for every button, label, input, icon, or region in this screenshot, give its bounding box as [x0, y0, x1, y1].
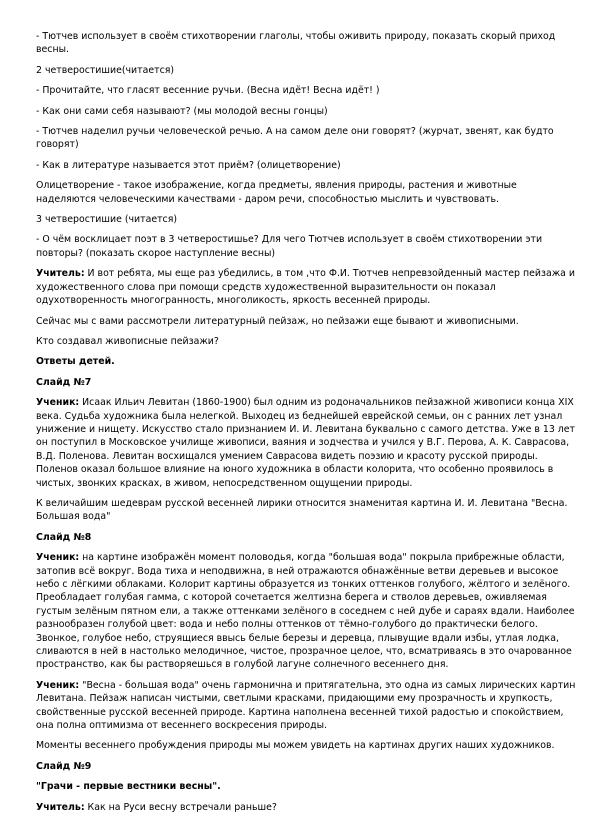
- paragraph-text: - Как они сами себя называют? (мы молодой весны гонцы): [36, 105, 328, 117]
- paragraph-label: Учитель:: [36, 801, 85, 813]
- paragraph-text: Как на Руси весну встречали раньше?: [84, 801, 277, 813]
- paragraph-label: Ответы детей.: [36, 356, 115, 368]
- paragraph: [36, 315, 576, 328]
- paragraph-label: Ученик:: [36, 552, 80, 564]
- paragraph-label: Слайд №8: [36, 531, 92, 543]
- paragraph: [36, 679, 576, 733]
- paragraph: [36, 335, 576, 348]
- paragraph-text: Кто создавал живописные пейзажи?: [36, 335, 219, 347]
- paragraph: [36, 213, 576, 226]
- paragraph: [36, 105, 576, 118]
- paragraph-text: - Тютчев использует в своём стихотворении глаголы, чтобы оживить природу, показать скорый приход весны.: [36, 31, 556, 56]
- paragraph: [36, 267, 576, 307]
- paragraph-text: К величайшим шедеврам русской весенней лирики относится знаменитая картина И. И. Левитана "Весна. Большая вода": [36, 497, 568, 523]
- paragraph: [36, 497, 576, 524]
- paragraph-label: "Грачи - первые вестники весны".: [36, 781, 221, 793]
- paragraph-text: Моменты весеннего пробуждения природы мы можем увидеть на картинах других наших художников.: [36, 740, 555, 752]
- paragraph-text: И вот ребята, мы еще раз убедились, в том ,что Ф.И. Тютчев непревзойденный мастер пейзажа и художественного слова при помощи средств художественной выразительности он показал одухотворенность многогранность, многоликость, яркость весенней природы.: [36, 268, 575, 307]
- paragraph: [36, 531, 576, 544]
- paragraph-text: Исаак Ильич Левитан (1860-1900) был одним из родоначальников пейзажной живописи конца XIX века. Судьба художника была нелегкой. Выходец из беднейшей еврейской семьи, он с ранних лет узнал унижение и нищету. Искусство стало признанием И. И. Левитана буквально с самого детства. Уже в 13 лет он поступил в Московское училище живописи, ваяния и зодчества и учился у В.Г. Перова, А. К. Саврасова, В.Д. Поленова. Левитан восхищался умением Саврасова видеть поэзию и красоту русской природы. Поленов оказал большое влияние на юного художника в области колорита, что особенно проявилось в чистых, звонких красках, в живом, непосредственном ощущении природы.: [36, 397, 575, 489]
- paragraph: [36, 376, 576, 389]
- paragraph-text: - Тютчев наделил ручьи человеческой речью. А на самом деле они говорят? (журчат, звенят, как будто говорят): [36, 126, 554, 151]
- paragraph: [36, 84, 576, 97]
- paragraph-text: - Как в литературе называется этот приём? (олицетворение): [36, 159, 341, 171]
- paragraph-label: Ученик:: [36, 679, 80, 691]
- paragraph-text: - О чём восклицает поэт в 3 четверостишье? Для чего Тютчев использует в своём стихотворении эти повторы? (показать скорое наступление весны): [36, 234, 543, 259]
- paragraph-label: Ученик:: [36, 397, 80, 409]
- paragraph: [36, 551, 576, 672]
- paragraph: [36, 233, 576, 260]
- paragraph: [36, 801, 576, 814]
- paragraph-text: 3 четверостишие (читается): [36, 214, 177, 226]
- paragraph-label: Слайд №7: [36, 376, 92, 388]
- paragraph: [36, 396, 576, 490]
- paragraph: [36, 760, 576, 773]
- paragraph: [36, 159, 576, 172]
- paragraph-text: "Весна - большая вода" очень гармонична и притягательна, это одна из самых лирических картин Левитана. Пейзаж написан чистыми, светлыми красками, придающими ему прозрачность и хрупкость, свойственные русской весенней природе. Картина наполнена весенней тихой радостью и спокойствием, она полна оптимизма от весеннего воскресения природы.: [36, 679, 576, 732]
- document-page: [36, 30, 576, 821]
- paragraph: [36, 179, 576, 206]
- paragraph-text: Сейчас мы с вами рассмотрели литературный пейзаж, но пейзажи еще бывают и живописными.: [36, 315, 519, 327]
- paragraph: [36, 64, 576, 77]
- paragraph-text: - Прочитайте, что гласят весенние ручьи. (Весна идёт! Весна идёт! ): [36, 85, 380, 97]
- paragraph: [36, 30, 576, 57]
- paragraph: [36, 125, 576, 152]
- paragraph-label: Слайд №9: [36, 760, 92, 772]
- paragraph-label: Учитель:: [36, 268, 85, 280]
- paragraph-text: Олицетворение - такое изображение, когда предметы, явления природы, растения и животные наделяются человеческими качествами - даром речи, способностью мыслить и чувствовать.: [36, 180, 517, 205]
- paragraph: [36, 739, 576, 752]
- paragraph-text: 2 четверостишие(читается): [36, 64, 175, 76]
- paragraph: [36, 355, 576, 368]
- paragraph-text: на картине изображён момент половодья, когда "большая вода" покрыла прибрежные области, затопив всё вокруг. Вода тиха и неподвижна, в ней отражаются обнажённые ветви деревьев и высокое небо с лёгкими облаками. Колорит картины образуется из тонких оттенков голубого, жёлтого и зелёного. Преобладает голубая гамма, с которой сочетается желтизна берега и стволов деревьев, оживляемая густым зелёным пятном ели, а также оттенками зелёного в соседнем с ней дубе и сараях вдали. Наиболее разнообразен голубой цвет: вода и небо полны оттенков от тёмно-голубого до практически белого. Звонкое, голубое небо, струящиеся ввысь белые березы и деревца, плывущие вдали избы, утлая лодка, сливаются в ней в настолько мелодичное, чистое, прозрачное целое, что, всматриваясь в это очарованное пространство, как бы растворяешься в голубой лагуне солнечного весеннего дня.: [36, 552, 575, 671]
